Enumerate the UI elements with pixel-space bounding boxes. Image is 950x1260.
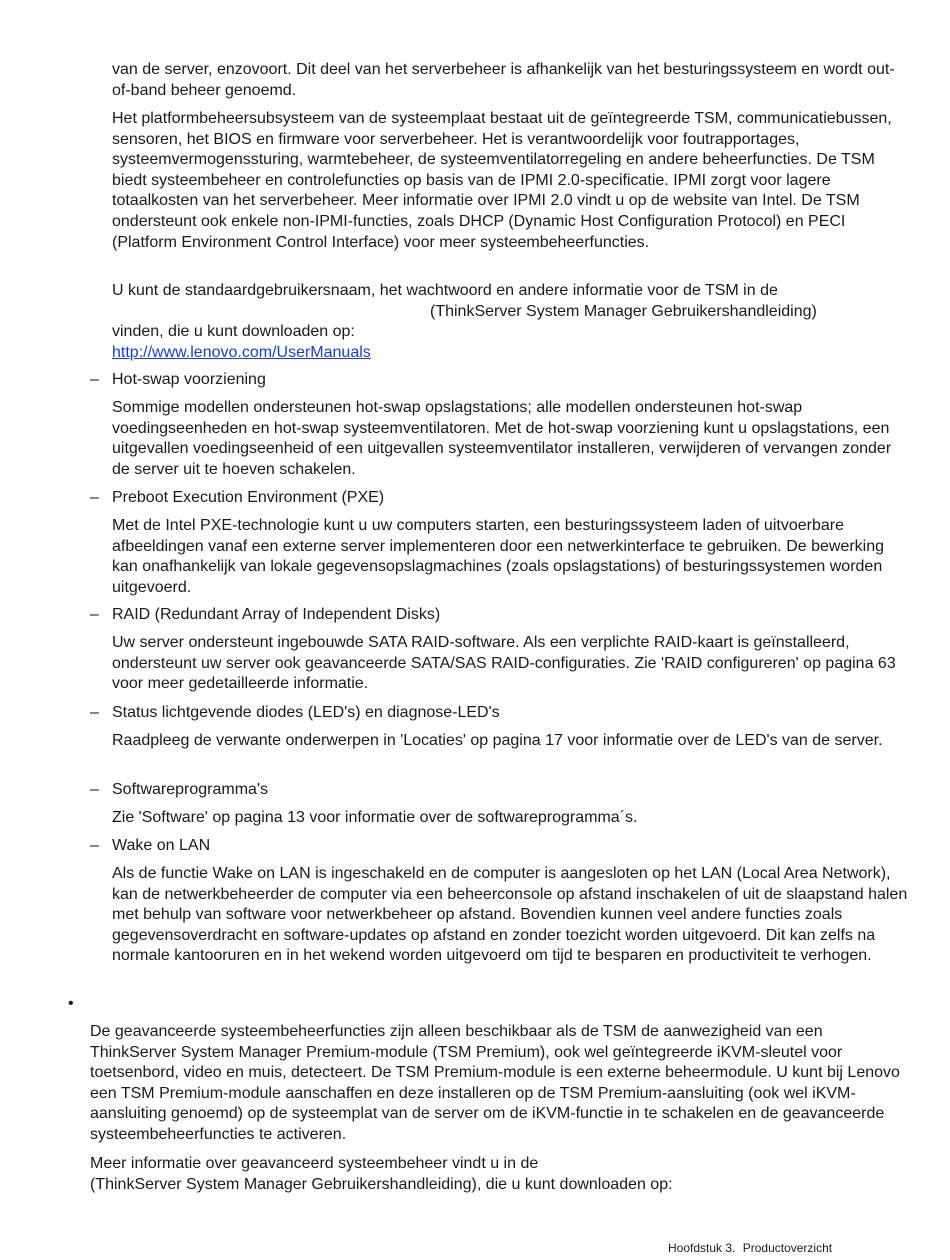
list-item-body: Als de functie Wake on LAN is ingeschakeld en de computer is aangesloten op het LAN (Local Area Network), kan de netwerkbeheerder de computer via een beheerconsole op afstand inschakelen of uit de slaapstand halen met behulp van software voor netwerkbeheer op afstand. Bovendien kunnen veel andere functies zoals gegevensoverdracht en software-updates op afstand en zonder toezicht worden uitgevoerd. Dit kan zelfs na normale kantooruren en in het wekend worden uitgevoerd om tijd te besparen en productiviteit te verhogen. [112, 865, 908, 965]
list-dash: – [90, 704, 99, 721]
list-dash: – [90, 606, 99, 623]
intro-paragraph-2-line2: (ThinkServer System Manager Gebruikershandleiding) [430, 303, 817, 320]
page-footer [668, 1241, 832, 1255]
list-dash: – [90, 837, 99, 854]
list-item-title: RAID (Redundant Array of Independent Disks) [112, 606, 441, 623]
list-dash: – [90, 371, 99, 388]
list-item-body: Zie 'Software' op pagina 13 voor informatie over de softwareprogramma´s. [112, 809, 638, 826]
list-item-title: Hot-swap voorziening [112, 371, 266, 388]
footer-title: Productoverzicht [742, 1241, 833, 1255]
list-item-title: Preboot Execution Environment (PXE) [112, 489, 385, 506]
bullet-paragraph-2-line2: (ThinkServer System Manager Gebruikershandleiding), die u kunt downloaden op: [90, 1176, 673, 1193]
intro-paragraph-2-line1: U kunt de standaardgebruikersnaam, het wachtwoord en andere informatie voor de TSM in de [112, 282, 778, 299]
list-dash: – [90, 489, 99, 506]
intro-paragraph-1: Het platformbeheersubsysteem van de systeemplaat bestaat uit de geïntegreerde TSM, communicatiebussen, sensoren, het BIOS en firmware voor serverbeheer. Het is verantwoordelijk voor foutrapportages, systeemvermogenssturing, warmtebeheer, de systeemventilatorregeling en andere beheerfuncties. De TSM biedt systeembeheer en controlefuncties op basis van de IPMI 2.0-specificatie. IPMI zorgt voor lagere totaalkosten van het serverbeheer. Meer informatie over IPMI 2.0 vindt u op de website van Intel. De TSM ondersteunt ook enkele non-IPMI-functies, zoals DHCP (Dynamic Host Configuration Protocol) en PECI (Platform Environment Control Interface) voor meer systeembeheerfuncties. [112, 110, 892, 251]
list-item-body: Met de Intel PXE-technologie kunt u uw computers starten, een besturingssysteem laden of uitvoerbare afbeeldingen vanaf een externe server implementeren door een netwerkinterface te gebruiken. De bewerking kan onafhankelijk van lokale gegevensopslagmachines (zoals opslagstations) of besturingssystemen worden uitgevoerd. [112, 517, 885, 596]
list-item-body: Sommige modellen ondersteunen hot-swap opslagstations; alle modellen ondersteunen hot-swap voedingseenheden en hot-swap systeemventilatoren. Met de hot-swap voorziening kunt u opslagstations, een uitgevallen voedingseenheid of een uitgevallen systeemventilator installeren, verwijderen of vervangen zonder de server uit te hoeven schakelen. [112, 399, 892, 478]
bullet-paragraph-2-line1: Meer informatie over geavanceerd systeembeheer vindt u in de [90, 1155, 539, 1172]
footer-chapter: Hoofdstuk 3. [668, 1241, 736, 1255]
list-item-body: Uw server ondersteunt ingebouwde SATA RAID-software. Als een verplichte RAID-kaart is geïnstalleerd, ondersteunt uw server ook geavanceerde SATA/SAS RAID-configuraties. Zie 'RAID configureren' op pagina 63 voor meer gedetailleerde informatie. [112, 634, 896, 693]
intro-paragraph-2-line3: vinden, die u kunt downloaden op: [112, 323, 355, 340]
list-dash: – [90, 781, 99, 798]
intro-paragraph-0: van de server, enzovoort. Dit deel van het serverbeheer is afhankelijk van het besturingssysteem en wordt out-of-band beheer genoemd. [112, 61, 895, 99]
bullet-marker: • [68, 995, 74, 1012]
user-manuals-link-line [112, 343, 912, 364]
list-item-body: Raadpleeg de verwante onderwerpen in 'Locaties' op pagina 17 voor informatie over de LED's van de server. [112, 732, 883, 749]
list-item-title: Status lichtgevende diodes (LED's) en diagnose-LED's [112, 704, 500, 721]
list-item-title: Softwareprogramma's [112, 781, 268, 798]
bullet-paragraph-1: De geavanceerde systeembeheerfuncties zijn alleen beschikbaar als de TSM de aanwezigheid van een ThinkServer System Manager Premium-module (TSM Premium), ook wel geïntegreerde iKVM-sleutel voor toetsenbord, video en muis, detecteert. De TSM Premium-module is een externe beheermodule. U kunt bij Lenovo een TSM Premium-module aanschaffen en deze installeren op de TSM Premium-aansluiting (ook wel iKVM-aansluiting genoemd) op de systeemplat van de server om de iKVM-functie in te schakelen en de geavanceerde systeembeheerfuncties te activeren. [90, 1023, 900, 1143]
user-manuals-link[interactable]: http://www.lenovo.com/UserManuals [112, 344, 371, 361]
list-item-title: Wake on LAN [112, 837, 211, 854]
